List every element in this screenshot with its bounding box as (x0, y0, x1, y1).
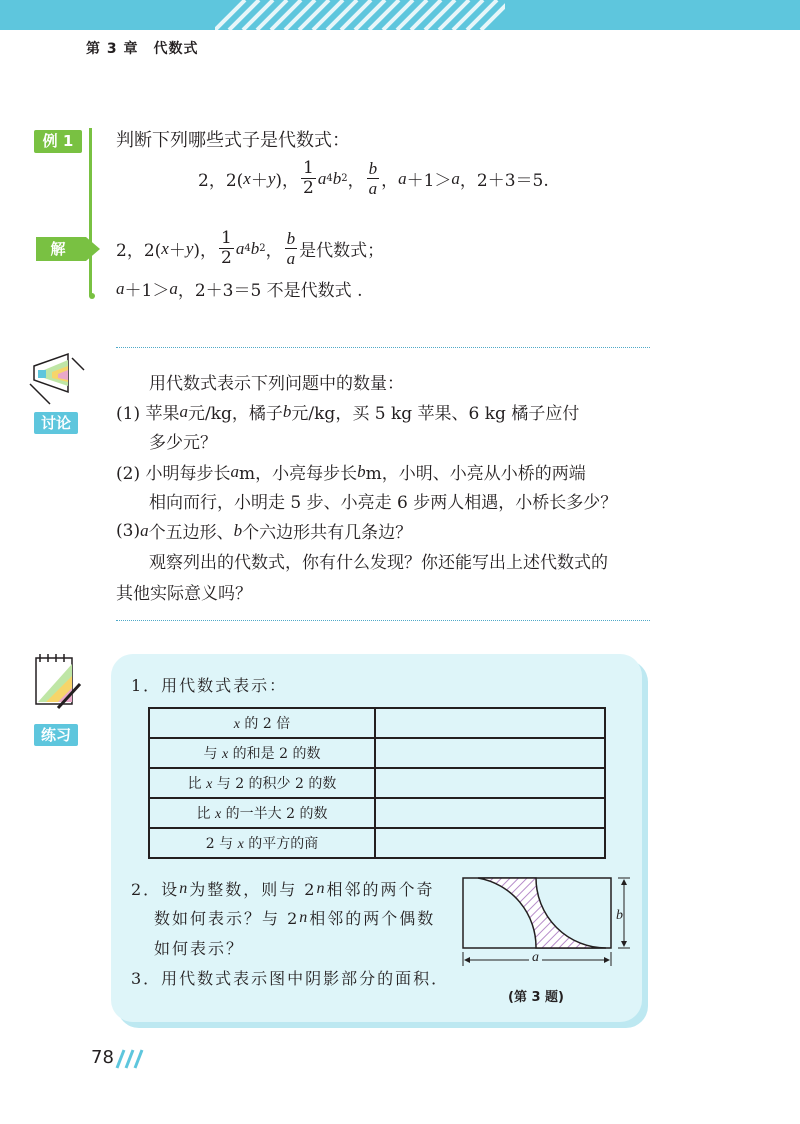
solution-line-2: a ＋1＞ a ，2＋3＝5 不是代数式 . (116, 278, 363, 301)
solution-line-1: 2，2( x ＋ y )， $\frac{1}{2}$ a 4 b 2 ， $\frac{b}{a}$ 是代数式； (116, 228, 385, 268)
answer-cell[interactable] (375, 828, 605, 858)
table-row (149, 768, 605, 798)
page-number-slashes (115, 1049, 147, 1069)
practice-p1: 1．用代数式表示： (131, 676, 288, 695)
example-expression-line: 2，2( x ＋ y )， $\frac{1}{2}$ a 4 b 2 ， $\frac{b}{a}$ ， a ＋1＞ a ，2＋3＝5. (198, 158, 549, 198)
practice-p2-line3: 如何表示？ (154, 939, 245, 958)
notebook-pencil-icon (28, 648, 84, 714)
fraction-one-half: $\frac{1}{2}$ (221, 228, 232, 268)
solution-badge: 解 (50, 240, 66, 258)
table-row (149, 738, 605, 768)
discussion-tag: 讨论 (34, 412, 78, 434)
megaphone-icon (28, 348, 86, 406)
page-number: 78 (91, 1047, 114, 1068)
table-row-label: 比 x 与 2 的积少 2 的数 (149, 768, 375, 798)
discussion-q2-line1: (2) 小明每步长 a m，小亮每步长 b m，小明、小亮从小桥的两端 (116, 461, 586, 484)
discussion-observe-line2: 其他实际意义吗？ (116, 584, 252, 604)
practice-p3: 3．用代数式表示图中阴影部分的面积． (131, 969, 450, 988)
table-row-label: 与 x 的和是 2 的数 (149, 738, 375, 768)
table-row-label: 比 x 的一半大 2 的数 (149, 798, 375, 828)
figure-caption: (第 3 题) (508, 990, 564, 1005)
example-question: 判断下列哪些式子是代数式： (116, 130, 350, 151)
problem3-figure (458, 870, 638, 970)
figure-label-a: a (529, 950, 542, 966)
table-row-label: x 的 2 倍 (149, 708, 375, 738)
fraction-one-half: $\frac{1}{2}$ (303, 158, 314, 198)
example-badge: 例 1 (34, 130, 82, 153)
practice-p2-line1: 2．设 n 为整数，则与 2 n 相邻的两个奇 (131, 879, 435, 899)
discussion-observe-line1: 观察列出的代数式，你有什么发现？你还能写出上述代数式的 (149, 553, 608, 573)
section-divider-top (116, 347, 650, 348)
discussion-q2-line2: 相向而行，小明走 5 步、小亮走 6 步两人相遇，小桥长多少？ (149, 493, 618, 513)
table-row-label: 2 与 x 的平方的商 (149, 828, 375, 858)
fraction-b-over-a: $\frac{b}{a}$ (368, 159, 378, 198)
figure-label-b: b (616, 906, 623, 926)
answer-cell[interactable] (375, 768, 605, 798)
answer-cell[interactable] (375, 708, 605, 738)
practice-tag: 练习 (34, 724, 78, 746)
discussion-q3: (3) a 个五边形、 b 个六边形共有几条边？ (116, 520, 413, 543)
practice-p2-line2: 数如何表示？与 2 n 相邻的两个偶数 (154, 908, 436, 928)
discussion-q1-line1: (1) 苹果 a 元/kg，橘子 b 元/kg，买 5 kg 苹果、6 kg 橘子应付 (116, 401, 580, 424)
example-vertical-rule (89, 128, 92, 296)
section-divider-bottom (116, 620, 650, 621)
rule-end-dot (89, 293, 95, 299)
banner-stripes (215, 0, 505, 30)
practice-table (148, 707, 606, 859)
table-row (149, 828, 605, 858)
chapter-header: 第 3 章 代数式 (86, 41, 199, 57)
discussion-intro: 用代数式表示下列问题中的数量： (149, 374, 404, 394)
answer-cell[interactable] (375, 798, 605, 828)
answer-cell[interactable] (375, 738, 605, 768)
discussion-q1-line2: 多少元？ (149, 433, 217, 453)
table-row (149, 798, 605, 828)
table-row (149, 708, 605, 738)
fraction-b-over-a: $\frac{b}{a}$ (286, 229, 296, 268)
